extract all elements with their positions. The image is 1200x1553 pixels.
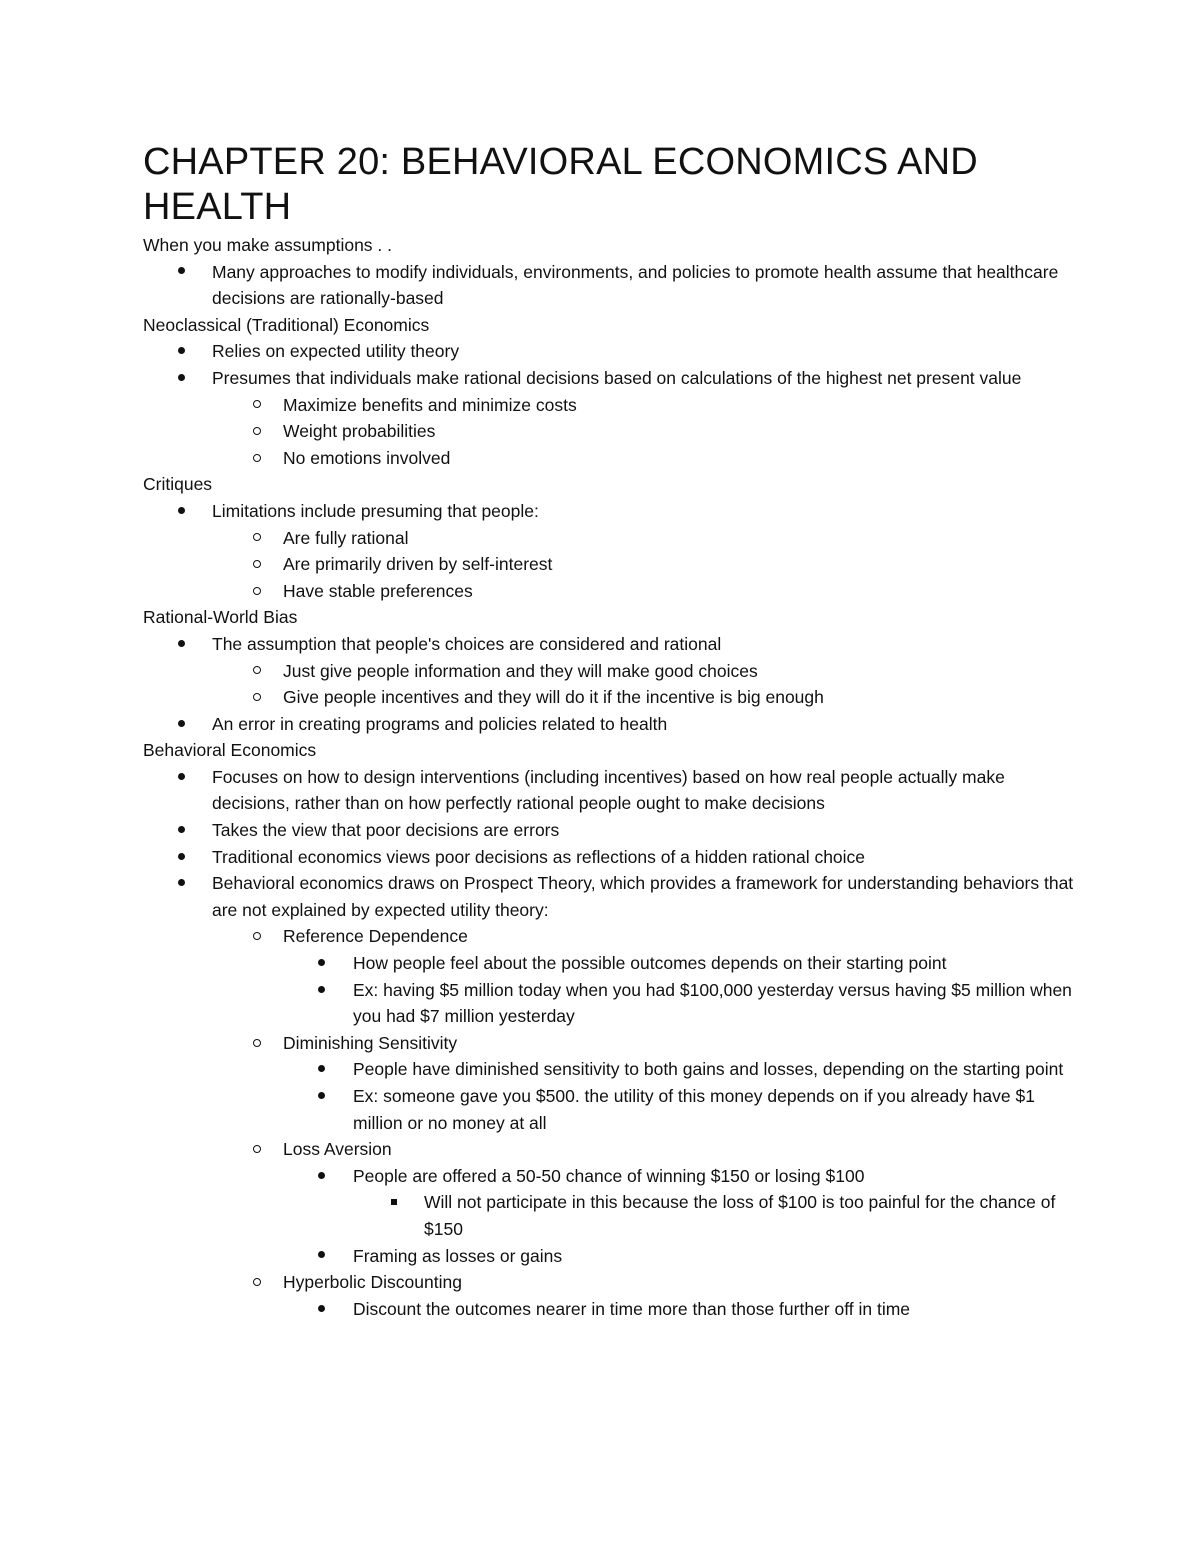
line-text: Rational-World Bias xyxy=(143,607,298,628)
line-text: When you make assumptions . . xyxy=(143,235,392,255)
line-text: Framing as losses or gains xyxy=(353,1245,563,1266)
list-item xyxy=(143,445,1083,472)
line-text: Traditional economics views poor decisions as reflections of a hidden rational choice xyxy=(212,846,866,867)
list-item xyxy=(143,1083,1083,1136)
list-item xyxy=(143,259,1083,312)
list-item xyxy=(143,1163,1083,1190)
line-text: How people feel about the possible outcomes depends on their starting point xyxy=(353,953,947,974)
circle-bullet-icon xyxy=(247,1136,267,1163)
line-text: Maximize benefits and minimize costs xyxy=(283,394,577,415)
square-bullet-icon xyxy=(384,1189,404,1216)
bullet-icon xyxy=(311,977,331,1004)
list-item xyxy=(143,764,1083,817)
bullet-icon xyxy=(171,817,191,844)
list-item xyxy=(143,977,1083,1030)
line-text: People have diminished sensitivity to both gains and losses, depending on the starting point xyxy=(353,1059,1064,1080)
circle-bullet-icon xyxy=(247,658,267,685)
circle-bullet-icon xyxy=(247,1030,267,1057)
bullet-icon xyxy=(311,1083,331,1110)
list-item xyxy=(143,1136,1083,1163)
bullet-icon xyxy=(171,259,191,286)
line-text: Weight probabilities xyxy=(283,421,436,442)
line-text: Critiques xyxy=(143,474,213,495)
line-text: No emotions involved xyxy=(283,447,451,468)
line-text: Hyperbolic Discounting xyxy=(283,1272,462,1293)
bullet-icon xyxy=(171,338,191,365)
line-text: People are offered a 50-50 chance of winning $150 or losing $100 xyxy=(353,1165,865,1186)
list-item xyxy=(143,711,1083,738)
circle-bullet-icon xyxy=(247,578,267,605)
section-heading xyxy=(143,604,1083,631)
circle-bullet-icon xyxy=(247,923,267,950)
line-text: Behavioral Economics xyxy=(143,740,317,761)
line-text: Ex: someone gave you $500. the utility of this money depends on if you already have $1 million or no money at all xyxy=(353,1086,1035,1133)
line-text: Presumes that individuals make rational decisions based on calculations of the highest net present value xyxy=(212,367,1022,388)
list-item xyxy=(143,1243,1083,1270)
bullet-icon xyxy=(311,1056,331,1083)
bullet-icon xyxy=(171,631,191,658)
line-text: Reference Dependence xyxy=(283,926,468,947)
list-item xyxy=(143,1030,1083,1057)
list-item xyxy=(143,338,1083,365)
circle-bullet-icon xyxy=(247,418,267,445)
bullet-icon xyxy=(171,711,191,738)
list-item xyxy=(143,365,1083,392)
bullet-icon xyxy=(311,1243,331,1270)
list-item xyxy=(143,844,1083,871)
list-item xyxy=(143,870,1083,923)
line-text: Give people incentives and they will do it if the incentive is big enough xyxy=(283,687,824,708)
line-text: Have stable preferences xyxy=(283,580,473,601)
line-text: Neoclassical (Traditional) Economics xyxy=(143,314,430,335)
line-text: Relies on expected utility theory xyxy=(212,341,460,362)
document-title: CHAPTER 20: BEHAVIORAL ECONOMICS AND HEALTH xyxy=(143,141,978,228)
bullet-icon xyxy=(171,870,191,897)
list-item xyxy=(143,684,1083,711)
list-item xyxy=(143,525,1083,552)
bullet-icon xyxy=(171,365,191,392)
list-item xyxy=(143,923,1083,950)
document-page xyxy=(143,140,1083,1322)
line-text: Many approaches to modify individuals, environments, and policies to promote health assume that healthcare decisions are rationally-based xyxy=(212,261,1059,309)
line-text: Behavioral economics draws on Prospect Theory, which provides a framework for understanding behaviors that are not explained by expected utility theory: xyxy=(212,873,1074,920)
list-item xyxy=(143,1189,1083,1242)
list-item xyxy=(143,950,1083,977)
section-heading xyxy=(143,471,1083,498)
line-text: Will not participate in this because the loss of $100 is too painful for the chance of $150 xyxy=(424,1192,1056,1239)
circle-bullet-icon xyxy=(247,551,267,578)
list-item xyxy=(143,498,1083,525)
line-text: Diminishing Sensitivity xyxy=(283,1032,458,1053)
circle-bullet-icon xyxy=(247,525,267,552)
section-heading xyxy=(143,232,1083,259)
bullet-icon xyxy=(311,1296,331,1323)
circle-bullet-icon xyxy=(247,1269,267,1296)
list-item xyxy=(143,418,1083,445)
list-item xyxy=(143,631,1083,658)
bullet-icon xyxy=(311,1163,331,1190)
list-item xyxy=(143,817,1083,844)
line-text: Just give people information and they will make good choices xyxy=(283,660,758,681)
bullet-icon xyxy=(171,844,191,871)
list-item xyxy=(143,392,1083,419)
bullet-icon xyxy=(171,764,191,791)
circle-bullet-icon xyxy=(247,445,267,472)
line-text: An error in creating programs and policies related to health xyxy=(212,713,668,734)
list-item xyxy=(143,551,1083,578)
line-text: Discount the outcomes nearer in time more than those further off in time xyxy=(353,1298,911,1319)
list-item xyxy=(143,1056,1083,1083)
bullet-icon xyxy=(311,950,331,977)
line-text: Are primarily driven by self-interest xyxy=(283,554,553,575)
list-item xyxy=(143,1269,1083,1296)
line-text: Loss Aversion xyxy=(283,1139,392,1160)
line-text: Focuses on how to design interventions (including incentives) based on how real people actually make decisions, rather than on how perfectly rational people ought to make decisions xyxy=(212,766,1005,814)
outline xyxy=(143,232,1083,1322)
list-item xyxy=(143,658,1083,685)
section-heading xyxy=(143,312,1083,339)
circle-bullet-icon xyxy=(247,392,267,419)
list-item xyxy=(143,578,1083,605)
line-text: Are fully rational xyxy=(283,527,409,548)
section-heading xyxy=(143,737,1083,764)
bullet-icon xyxy=(171,498,191,525)
line-text: Takes the view that poor decisions are errors xyxy=(212,820,560,841)
line-text: The assumption that people's choices are considered and rational xyxy=(212,633,722,654)
line-text: Limitations include presuming that people: xyxy=(212,500,539,521)
line-text: Ex: having $5 million today when you had $100,000 yesterday versus having $5 million when you had $7 million yesterday xyxy=(353,979,1072,1027)
circle-bullet-icon xyxy=(247,684,267,711)
list-item xyxy=(143,1296,1083,1323)
